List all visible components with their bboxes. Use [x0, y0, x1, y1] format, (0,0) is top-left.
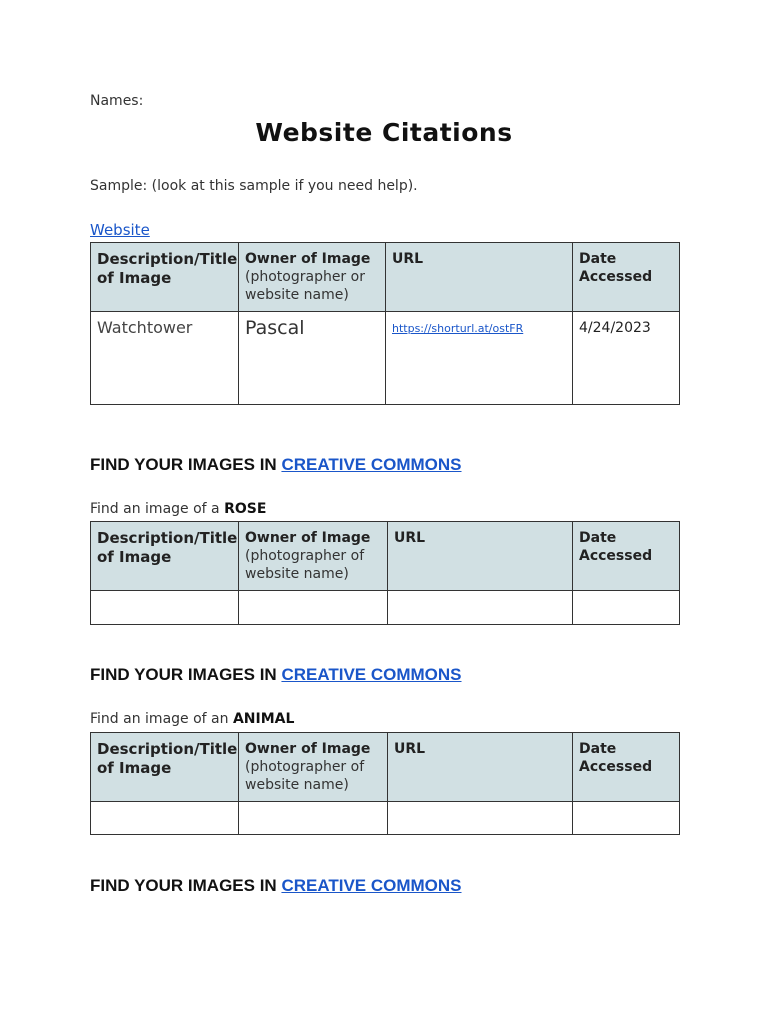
header-description: Description/Title of Image — [91, 243, 239, 312]
rose-citation-table — [90, 521, 680, 625]
find-heading-1: FIND YOUR IMAGES IN CREATIVE COMMONS — [90, 455, 462, 474]
header-owner: Owner of Image (photographer or website name) — [239, 243, 386, 312]
table-row — [91, 312, 680, 405]
header-url: URL — [388, 733, 573, 802]
animal-url-cell[interactable] — [388, 802, 573, 835]
sample-owner-cell: Pascal — [239, 312, 386, 405]
creative-commons-link-3[interactable]: CREATIVE COMMONS — [281, 876, 462, 895]
sample-date-cell: 4/24/2023 — [573, 312, 680, 405]
rose-owner-cell[interactable] — [239, 591, 388, 625]
names-label: Names: — [90, 93, 144, 109]
header-date: Date Accessed — [573, 243, 680, 312]
animal-description-cell[interactable] — [91, 802, 239, 835]
header-owner: Owner of Image (photographer of website name) — [239, 733, 388, 802]
animal-owner-cell[interactable] — [239, 802, 388, 835]
creative-commons-link-1[interactable]: CREATIVE COMMONS — [281, 455, 462, 474]
table-row — [91, 591, 680, 625]
animal-citation-table — [90, 732, 680, 835]
table-row — [91, 802, 680, 835]
table-header-row — [91, 733, 680, 802]
sample-url-link[interactable]: https://shorturl.at/ostFR — [392, 322, 524, 335]
header-description: Description/Title of Image — [91, 733, 239, 802]
sample-instruction: Sample: (look at this sample if you need help). — [90, 178, 418, 194]
rose-date-cell[interactable] — [573, 591, 680, 625]
prompt-animal: Find an image of an ANIMAL — [90, 711, 295, 727]
find-heading-3: FIND YOUR IMAGES IN CREATIVE COMMONS — [90, 876, 462, 895]
website-link[interactable]: Website — [90, 221, 150, 239]
header-description: Description/Title of Image — [91, 522, 239, 591]
header-url: URL — [386, 243, 573, 312]
sample-description-cell: Watchtower — [91, 312, 239, 405]
rose-url-cell[interactable] — [388, 591, 573, 625]
table-header-row — [91, 522, 680, 591]
prompt-rose: Find an image of a ROSE — [90, 501, 267, 517]
header-date: Date Accessed — [573, 733, 680, 802]
sample-url-cell — [386, 312, 573, 405]
header-owner: Owner of Image (photographer of website name) — [239, 522, 388, 591]
header-date: Date Accessed — [573, 522, 680, 591]
creative-commons-link-2[interactable]: CREATIVE COMMONS — [281, 665, 462, 684]
rose-description-cell[interactable] — [91, 591, 239, 625]
header-url: URL — [388, 522, 573, 591]
page-title: Website Citations — [255, 118, 513, 147]
animal-date-cell[interactable] — [573, 802, 680, 835]
sample-citation-table — [90, 242, 680, 405]
find-heading-2: FIND YOUR IMAGES IN CREATIVE COMMONS — [90, 665, 462, 684]
table-header-row — [91, 243, 680, 312]
